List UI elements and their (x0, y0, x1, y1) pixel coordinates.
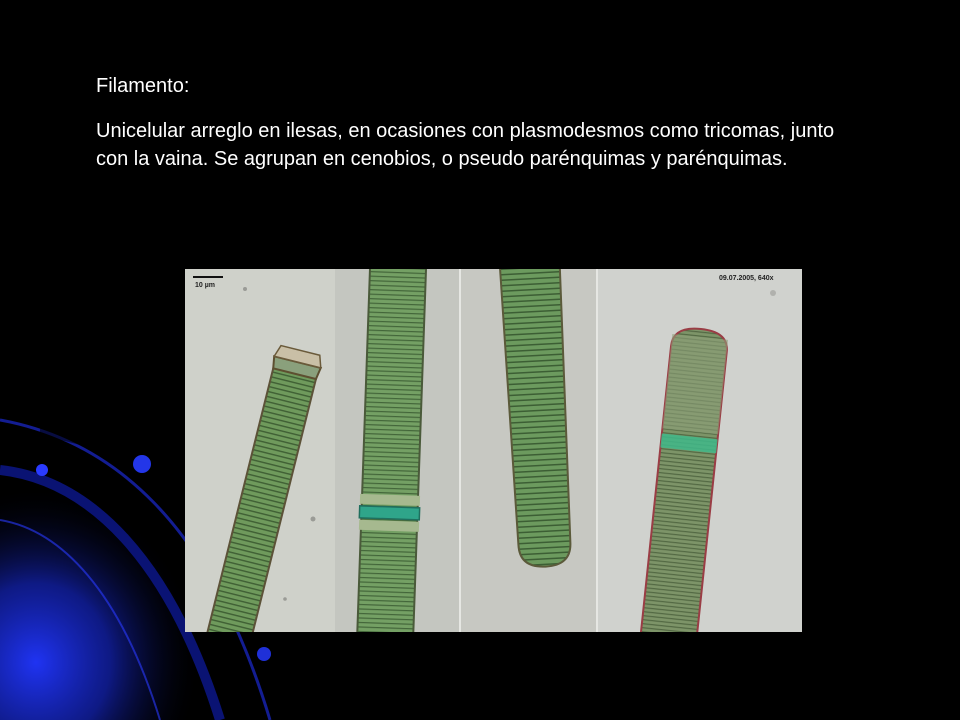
swoosh-dot (257, 647, 271, 661)
swoosh-dot (36, 464, 48, 476)
scale-bar-label: 10 µm (195, 282, 215, 289)
slide-body-text: Unicelular arreglo en ilesas, en ocasiones con plasmodesmos como tricomas, junto con la vaina. Se agrupan en cenobios, o pseudo parénquimas y parénquimas. (96, 120, 835, 170)
swoosh-dot (133, 455, 151, 473)
micrograph-panel (185, 269, 802, 632)
heterocyst (359, 506, 419, 520)
image-stamp: 09.07.2005, 640x (719, 275, 774, 282)
filament-micrographs (185, 269, 802, 632)
slide-title: Filamento: (96, 75, 190, 97)
